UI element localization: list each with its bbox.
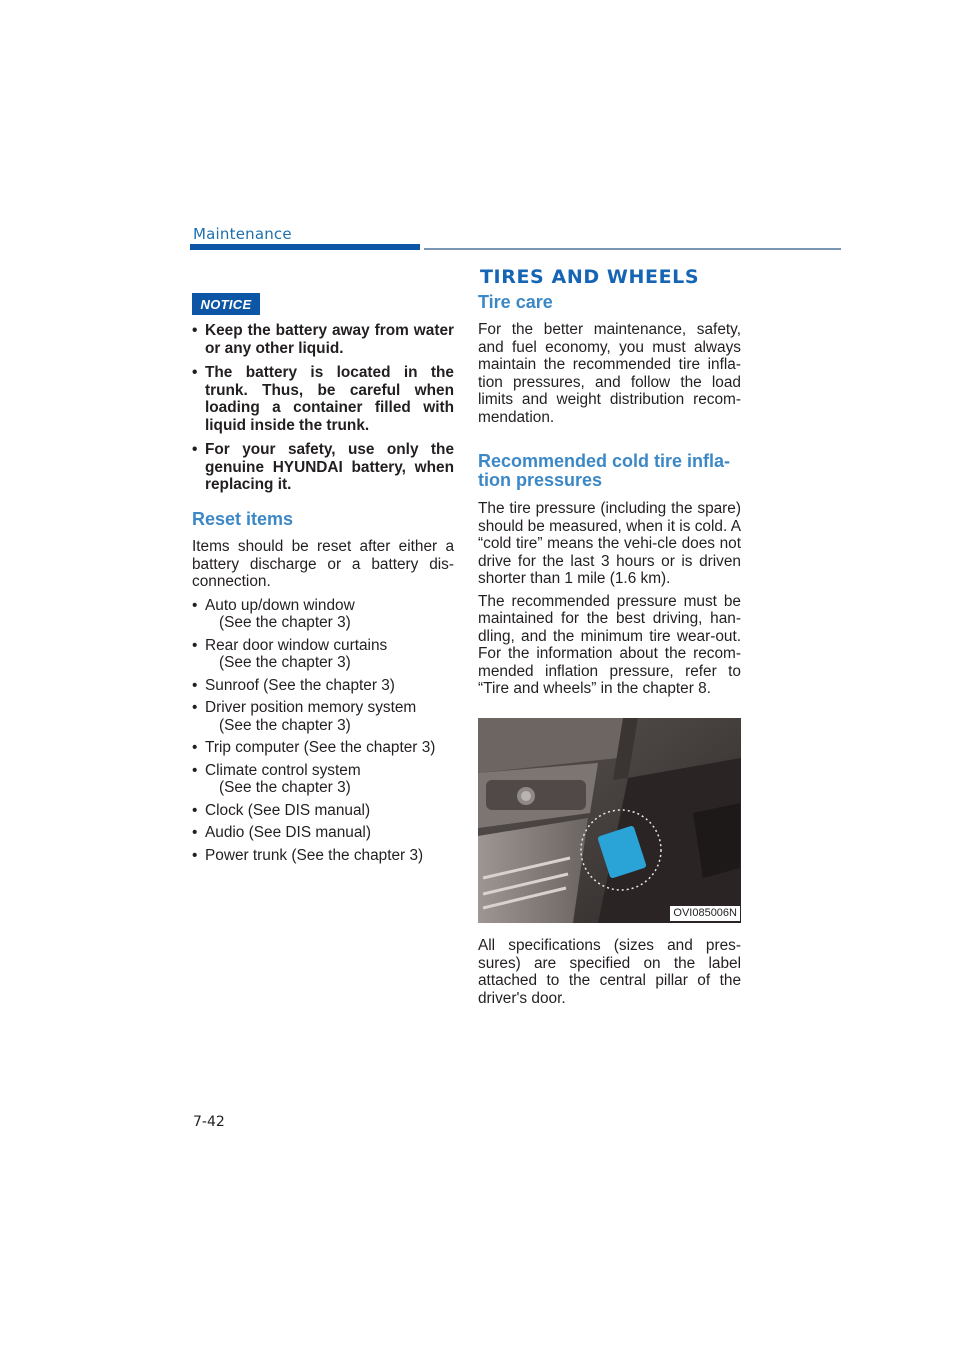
- item-label: Clock (See DIS manual): [205, 801, 371, 819]
- section-title: TIRES AND WHEELS: [480, 266, 700, 288]
- reset-section: [192, 510, 454, 869]
- item-label: Audio (See DIS manual): [205, 824, 371, 841]
- item-sub: (See the chapter 3): [219, 779, 351, 796]
- image-code: OVI085006N: [670, 906, 740, 921]
- item-sub: (See the chapter 3): [219, 614, 351, 631]
- door-pillar-illustration: [478, 718, 741, 923]
- tire-care-heading: Tire care: [478, 292, 553, 312]
- notice-item: • The battery is located in the trunk. Thus, be careful when loading a container filled with liquid inside the trunk.: [192, 364, 454, 434]
- item-label: Power trunk (See the chapter 3): [205, 846, 424, 864]
- list-item: [192, 637, 454, 672]
- spec-section: [478, 937, 741, 1007]
- cold-pressure-text: The tire pressure (including the spare) should be measured, when it is cold. A “cold tire” means the vehi-cle does not drive for the last 3 hours or is driven shorter than 1 mile (1.6 km).: [478, 500, 741, 587]
- list-item: [192, 677, 454, 695]
- recommended-pressure-text: The recommended pressure must be maintained for the best driving, han-dling, and the minimum tire wear-out. For the information about the recom-mended inflation pressure, refer to “Tire and wheels” in the chapter 8.: [478, 592, 741, 697]
- item-label: Climate control system: [205, 761, 361, 779]
- list-item: [192, 739, 454, 757]
- reset-list: [192, 597, 454, 865]
- notice-badge: NOTICE: [192, 293, 260, 315]
- list-item: [192, 847, 454, 865]
- tire-care-section: [478, 293, 741, 698]
- tire-care-text: For the better maintenance, safety, and fuel economy, you must always maintain the recommended tire infla-tion pressures, and follow the load limits and weight distribution recom-mendation.: [478, 321, 741, 426]
- item-sub: (See the chapter 3): [219, 716, 351, 734]
- spec-text: All specifications (sizes and pres-sures) are specified on the label attached to the central pillar of the driver's door.: [478, 937, 741, 1007]
- tire-label-photo: [478, 718, 741, 923]
- list-item: [192, 699, 454, 734]
- notice-item: • Keep the battery away from water or any other liquid.: [192, 322, 454, 357]
- notice-list: [192, 322, 454, 494]
- item-label: Driver position memory system: [205, 699, 417, 716]
- item-sub: (See the chapter 3): [219, 654, 351, 671]
- item-label: Rear door window curtains: [205, 636, 388, 654]
- notice-block: [192, 322, 454, 501]
- list-item: [192, 824, 454, 842]
- notice-item: • For your safety, use only the genuine HYUNDAI battery, when replacing it.: [192, 441, 454, 494]
- list-item: [192, 802, 454, 820]
- item-label: Trip computer (See the chapter 3): [205, 739, 436, 756]
- reset-heading: Reset items: [192, 509, 294, 529]
- header-bar-thin: [424, 248, 841, 250]
- list-item: [192, 597, 454, 632]
- item-label: Sunroof (See the chapter 3): [205, 676, 395, 694]
- header-bar-thick: [190, 244, 420, 250]
- list-item: [192, 762, 454, 797]
- cold-pressure-heading: Recommended cold tire infla-tion pressures: [478, 451, 731, 490]
- item-label: Auto up/down window: [205, 596, 355, 614]
- reset-intro: Items should be reset after either a battery discharge or a battery dis-connection.: [192, 538, 454, 590]
- section-label: Maintenance: [193, 225, 292, 243]
- page-number: 7-42: [193, 1114, 225, 1130]
